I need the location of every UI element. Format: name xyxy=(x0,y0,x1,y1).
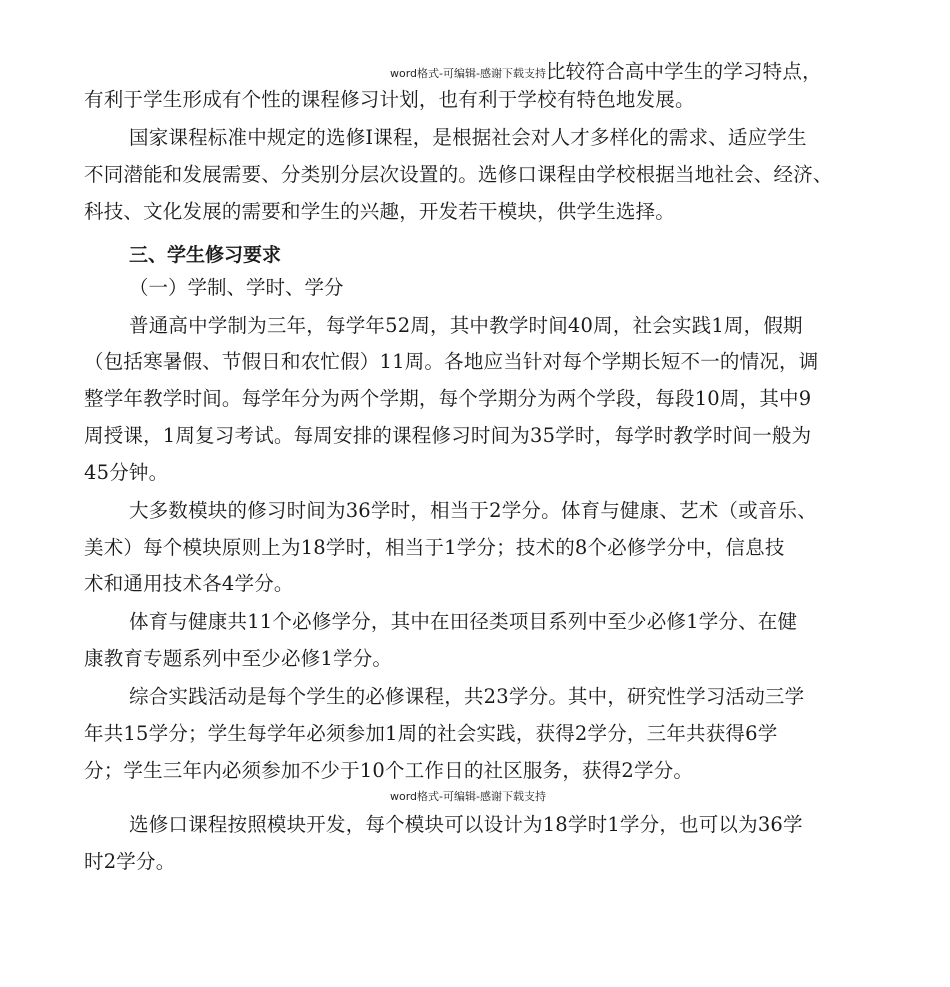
paragraph-0-line-1: 比较符合高中学生的学习特点， xyxy=(545,60,822,83)
paragraph-1-line-1: 国家课程标准中规定的选修Ⅰ课程，是根据社会对人才多样化的需求、适应学生 xyxy=(129,126,807,149)
paragraph-2-line-1: 普通高中学制为三年，每学年52周，其中教学时间40周，社会实践1周，假期 xyxy=(129,314,803,337)
paragraph-2-line-4: 周授课，1周复习考试。每周安排的课程修习时间为35学时，每学时教学时间一般为 xyxy=(84,424,812,447)
paragraph-5-line-1: 综合实践活动是每个学生的必修课程，共23学分。其中，研究性学习活动三学 xyxy=(129,685,805,708)
paragraph-6-line-2: 时2学分。 xyxy=(84,850,176,873)
section-subheading: （一）学制、学时、学分 xyxy=(129,276,344,299)
watermark-text-top: word格式-可编辑-感谢下载支持 xyxy=(390,67,546,80)
paragraph-2-line-5: 45分钟。 xyxy=(84,461,169,484)
top-continuation-line xyxy=(390,60,822,86)
paragraph-5-line-3: 分；学生三年内必须参加不少于10个工作日的社区服务，获得2学分。 xyxy=(84,759,694,782)
watermark-text-bottom: word格式-可编辑-感谢下载支持 xyxy=(390,790,546,803)
paragraph-3-line-1: 大多数模块的修习时间为36学时，相当于2学分。体育与健康、艺术（或音乐、 xyxy=(129,499,817,522)
paragraph-4-line-1: 体育与健康共11个必修学分，其中在田径类项目系列中至少必修1学分、在健 xyxy=(129,610,798,633)
paragraph-2-line-3: 整学年教学时间。每学年分为两个学期，每个学期分为两个学段，每段10周，其中9 xyxy=(84,387,812,410)
paragraph-3-line-3: 术和通用技术各4学分。 xyxy=(84,572,294,595)
paragraph-5-line-2: 年共15学分；学生每学年必须参加1周的社会实践，获得2学分，三年共获得6学 xyxy=(84,722,778,745)
paragraph-2-line-2: （包括寒暑假、节假日和农忙假）11周。各地应当针对每个学期长短不一的情况，调 xyxy=(84,350,819,373)
paragraph-3-line-2: 美术）每个模块原则上为18学时，相当于1学分；技术的8个必修学分中，信息技 xyxy=(84,536,785,559)
paragraph-1-line-3: 科技、文化发展的需要和学生的兴趣，开发若干模块，供学生选择。 xyxy=(84,200,676,223)
paragraph-6-line-1: 选修口课程按照模块开发，每个模块可以设计为18学时1学分，也可以为36学 xyxy=(129,813,803,836)
section-heading: 三、学生修习要求 xyxy=(129,244,282,266)
paragraph-1-line-2: 不同潜能和发展需要、分类别分层次设置的。选修口课程由学校根据当地社会、经济、 xyxy=(84,163,833,186)
paragraph-0-line-2: 有利于学生形成有个性的课程修习计划，也有利于学校有特色地发展。 xyxy=(84,88,695,111)
paragraph-4-line-2: 康教育专题系列中至少必修1学分。 xyxy=(84,647,393,670)
